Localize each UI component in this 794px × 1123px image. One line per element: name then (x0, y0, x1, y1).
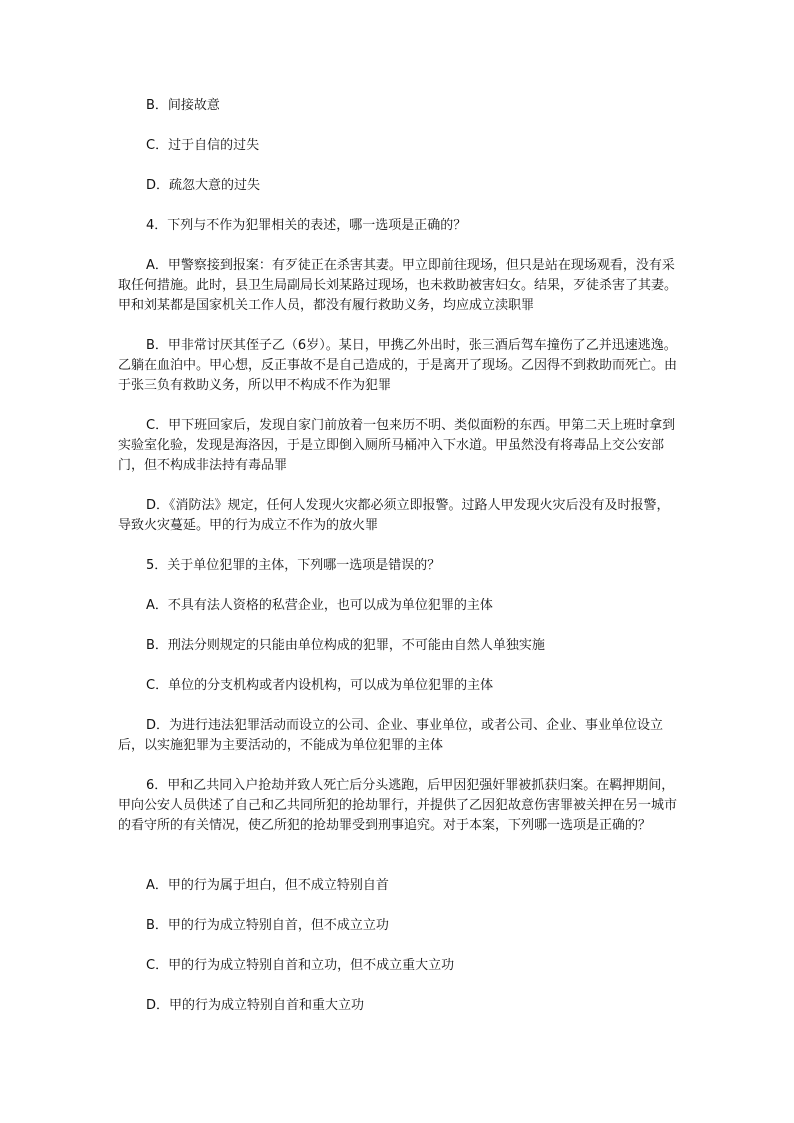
question-4: 4．下列与不作为犯罪相关的表述，哪一选项是正确的？ (146, 218, 467, 233)
question-4-option-a: A．甲警察接到报案：有歹徒正在杀害其妻。甲立即前往现场，但只是站在现场观看，没有采取任何措施。此时，县卫生局副局长刘某路过现场，也未救助被害妇女。结果，歹徒杀害了其妻。甲和刘某都是国家机关工作人员，都没有履行救助义务，均应成立渎职罪 (118, 258, 678, 313)
question-4-option-b: B．甲非常讨厌其侄子乙（6岁）。某日，甲携乙外出时，张三酒后驾车撞伤了乙并迅速逃逸。乙躺在血泊中。甲心想，反正事故不是自己造成的，于是离开了现场。乙因得不到救助而死亡。由于张三负有救助义务，所以甲不构成不作为犯罪 (118, 338, 678, 393)
question-5-option-a: A．不具有法人资格的私营企业，也可以成为单位犯罪的主体 (146, 598, 493, 613)
option-c-overconfident-negligence: C．过于自信的过失 (146, 138, 260, 153)
question-4-option-d: D．《消防法》规定，任何人发现火灾都必须立即报警。过路人甲发现火灾后没有及时报警，导致火灾蔓延。甲的行为成立不作为的放火罪 (118, 498, 670, 533)
question-6-option-d: D．甲的行为成立特别自首和重大立功 (146, 998, 365, 1013)
question-6-option-a: A．甲的行为属于坦白，但不成立特别自首 (146, 878, 389, 893)
question-5-option-b: B．刑法分则规定的只能由单位构成的犯罪，不可能由自然人单独实施 (146, 638, 545, 653)
question-6-option-b: B．甲的行为成立特别自首，但不成立立功 (146, 918, 389, 933)
option-b-indirect-intent: B．间接故意 (146, 98, 220, 113)
question-6-option-c: C．甲的行为成立特别自首和立功，但不成立重大立功 (146, 958, 455, 973)
option-d-careless-negligence: D．疏忽大意的过失 (146, 178, 261, 193)
question-4-option-c: C．甲下班回家后，发现自家门前放着一包来历不明、类似面粉的东西。甲第二天上班时拿到实验室化验，发现是海洛因，于是立即倒入厕所马桶冲入下水道。甲虽然没有将毒品上交公安部门，但不构成非法持有毒品罪 (118, 418, 676, 473)
question-5: 5．关于单位犯罪的主体，下列哪一选项是错误的？ (146, 558, 441, 573)
question-5-option-d: D．为进行违法犯罪活动而设立的公司、企业、事业单位，或者公司、企业、事业单位设立后，以实施犯罪为主要活动的，不能成为单位犯罪的主体 (118, 718, 664, 753)
question-5-option-c: C．单位的分支机构或者内设机构，可以成为单位犯罪的主体 (146, 678, 494, 693)
question-6: 6．甲和乙共同入户抢劫并致人死亡后分头逃跑，后甲因犯强奸罪被抓获归案。在羁押期间，甲向公安人员供述了自己和乙共同所犯的抢劫罪行，并提供了乙因犯故意伤害罪被关押在另一城市的看守所的有关情况，使乙所犯的抢劫罪受到刑事追究。对于本案，下列哪一选项是正确的？ (118, 778, 678, 833)
